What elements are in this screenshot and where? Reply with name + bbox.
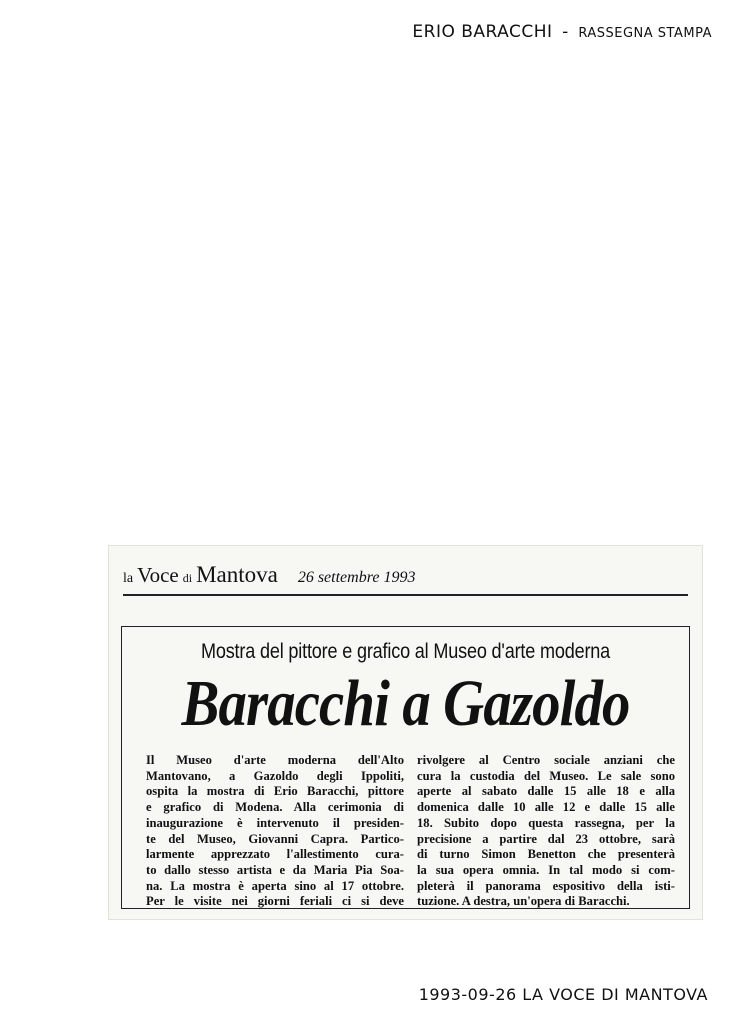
masthead-voce: Voce (137, 563, 179, 587)
text-line: inaugurazione è intervenuto il presiden- (146, 815, 404, 830)
footer-caption: 1993-09-26 LA VOCE DI MANTOVA (418, 985, 708, 1004)
text-line: pleterà il panorama espositivo della isti- (417, 878, 675, 893)
publication-date: 26 settembre 1993 (297, 569, 416, 586)
page-header (412, 22, 712, 42)
masthead-la: la (123, 571, 134, 586)
header-name: ERIO BARACCHI (412, 22, 553, 42)
text-line: cura la custodia del Museo. Le sale sono (417, 768, 675, 783)
text-line: la sua opera omnia. In tal modo si com- (417, 862, 675, 877)
text-line: e grafico di Modena. Alla cerimonia di (146, 800, 404, 815)
text-line: Per le visite nei giorni feriali ci si deve (146, 894, 404, 909)
masthead (123, 562, 688, 596)
masthead-di: di (182, 571, 193, 585)
text-line: aperte al sabato dalle 15 alle 18 e alla (417, 784, 675, 799)
text-line: precisione a partire dal 23 ottobre, sarà (417, 831, 675, 846)
newspaper-clipping (108, 545, 703, 920)
masthead-city: Mantova (196, 562, 278, 587)
text-line: na. La mostra è aperta sino al 17 ottobre. (146, 878, 404, 893)
text-line: Mantovano, a Gazoldo degli Ippoliti, (146, 768, 404, 783)
text-line: Il Museo d'arte moderna dell'Alto (146, 753, 404, 767)
text-line: ospita la mostra di Erio Baracchi, pittore (146, 784, 404, 799)
header-separator: - (562, 22, 569, 42)
text-line: rivolgere al Centro sociale anziani che (417, 753, 675, 767)
text-line: di turno Simon Benetton che presenterà (417, 847, 675, 862)
article-kicker: Mostra del pittore e grafico al Museo d'arte moderna (200, 640, 611, 663)
article-column-right (417, 753, 675, 910)
text-line: larmente apprezzato l'allestimento cura- (146, 847, 404, 862)
article-box (121, 626, 690, 909)
header-subtitle: RASSEGNA STAMPA (578, 26, 712, 41)
text-line: tuzione. A destra, un'opera di Baracchi. (417, 894, 630, 909)
article-column-left (146, 753, 404, 910)
text-line: te del Museo, Giovanni Capra. Partico- (146, 831, 404, 846)
text-line: domenica dalle 10 alle 12 e dalle 15 alle (417, 800, 675, 815)
text-line: 18. Subito dopo questa rassegna, per la (417, 815, 675, 830)
text-line: to dallo stesso artista e da Maria Pia Soa- (146, 862, 404, 877)
article-headline: Baracchi a Gazoldo (181, 667, 630, 740)
